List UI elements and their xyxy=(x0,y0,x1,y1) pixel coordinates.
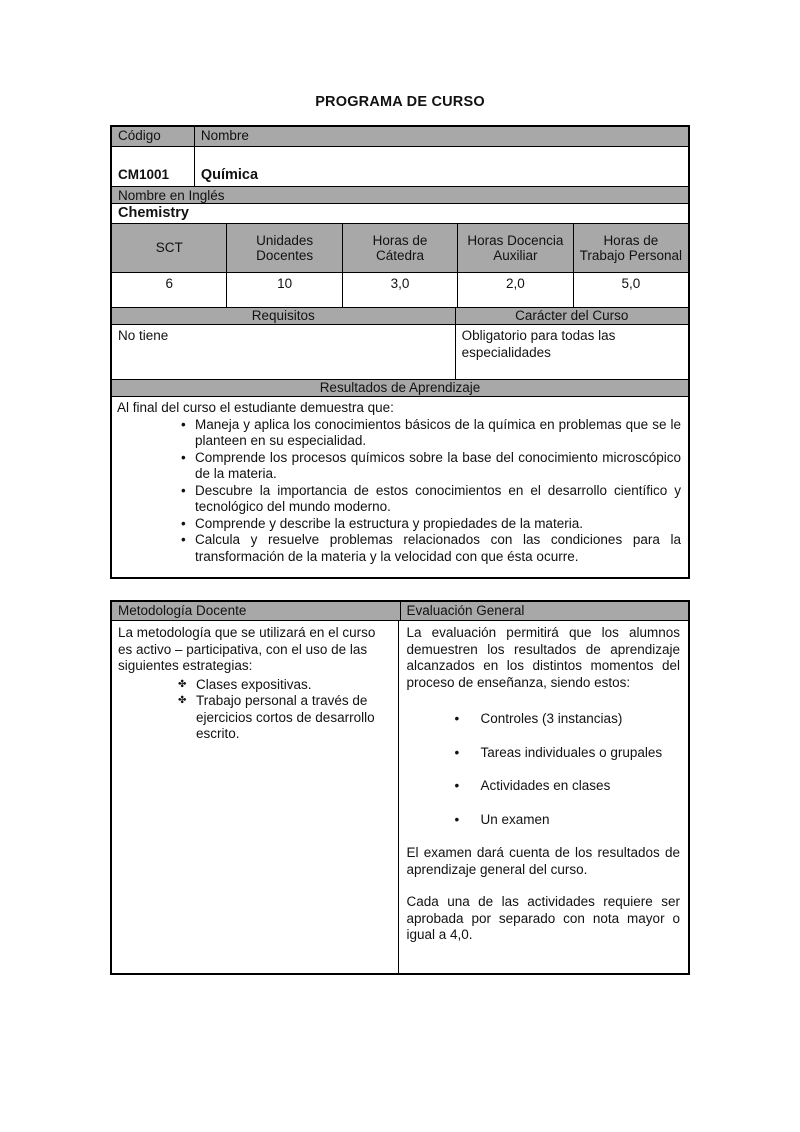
list-item: ✤ Clases expositivas. xyxy=(178,676,312,692)
sct-header: SCT xyxy=(112,224,226,272)
sct-value: 6 xyxy=(165,276,173,291)
bullet-icon: • xyxy=(181,416,186,432)
resultados-intro: Al final del curso el estudiante demuestra que: xyxy=(117,400,394,415)
horas-catedra-value: 3,0 xyxy=(342,273,457,307)
evaluacion-content xyxy=(398,621,689,973)
list-item: • Comprende y describe la estructura y propiedades de la materia. xyxy=(181,515,583,531)
credits-header-row xyxy=(112,223,688,272)
horas-trabajo-value: 5,0 xyxy=(573,273,688,307)
list-item: • Un examen xyxy=(454,811,550,827)
metodologia-intro: La metodología que se utilizará en el curso es activo – participativa, con el uso de las siguientes estrategias: xyxy=(118,625,376,673)
requisitos-caracter-value-row xyxy=(112,324,688,379)
caracter-header: Carácter del Curso xyxy=(455,308,688,324)
bullet-icon: • xyxy=(454,778,460,793)
list-item: • Tareas individuales o grupales xyxy=(454,744,663,760)
metodologia-content xyxy=(112,621,398,973)
bullet-icon: • xyxy=(454,711,460,726)
evaluacion-paragraph: El examen dará cuenta de los resultados de aprendizaje general del curso. xyxy=(406,845,680,877)
bullet-icon: • xyxy=(454,744,460,760)
unidades-docentes-value: 10 xyxy=(226,273,341,307)
horas-catedra-header: Horas de Cátedra xyxy=(342,224,457,272)
evaluacion-header: Evaluación General xyxy=(400,602,689,620)
evaluacion-bullet-list xyxy=(407,711,681,828)
metodologia-bullet-list xyxy=(118,677,392,743)
list-item: • Controles (3 instancias) xyxy=(454,711,623,726)
unidades-docentes-header: Unidades Docentes xyxy=(226,224,341,272)
methodology-evaluation-content-row xyxy=(112,620,688,973)
methodology-evaluation-table xyxy=(110,600,690,975)
methodology-evaluation-header-row xyxy=(112,602,688,620)
club-bullet-icon: ✤ xyxy=(178,678,187,690)
list-item: • Maneja y aplica los conocimientos básicos de la química en problemas que se le planteen en su especialidad. xyxy=(181,416,681,448)
resultados-header-row xyxy=(112,379,688,396)
requisitos-header: Requisitos xyxy=(112,308,455,324)
bullet-icon: • xyxy=(181,515,186,531)
horas-docencia-value: 2,0 xyxy=(457,273,572,307)
club-bullet-icon: ✤ xyxy=(178,695,187,706)
metodologia-header: Metodología Docente xyxy=(112,602,400,620)
code-name-value-row xyxy=(112,146,688,186)
nombre-header: Nombre xyxy=(194,127,688,146)
caracter-value: Obligatorio para todas las especialidades xyxy=(455,325,688,379)
english-name-header-row xyxy=(112,186,688,203)
bullet-icon: • xyxy=(454,811,460,827)
resultados-content xyxy=(112,397,688,577)
resultados-header: Resultados de Aprendizaje xyxy=(112,380,688,396)
credits-value-row xyxy=(112,272,688,307)
horas-docencia-header: Horas Docencia Auxiliar xyxy=(457,224,572,272)
list-item: • Descubre la importancia de estos conocimientos en el desarrollo científico y tecnológico del mundo moderno. xyxy=(181,482,681,514)
list-item: • Calcula y resuelve problemas relacionados con las condiciones para la transformación de la materia y la velocidad con que ésta ocurre. xyxy=(181,532,681,564)
resultados-bullet-list xyxy=(117,417,683,566)
horas-trabajo-header: Horas de Trabajo Personal xyxy=(573,224,688,272)
list-item: • Comprende los procesos químicos sobre la base del conocimiento microscópico de la materia. xyxy=(181,449,681,481)
nombre-value: Química xyxy=(194,147,688,186)
codigo-value: CM1001 xyxy=(118,166,170,182)
list-item: • Actividades en clases xyxy=(454,778,611,793)
nombre-ingles-header: Nombre en Inglés xyxy=(112,187,688,203)
english-name-value-row xyxy=(112,203,688,223)
evaluacion-paragraph: Cada una de las actividades requiere ser aprobada por separado con nota mayor o igual a 4,0. xyxy=(406,894,680,942)
evaluacion-intro: La evaluación permitirá que los alumnos demuestren los resultados de aprendizaje alcanzados en los distintos momentos del proceso de enseñanza, siendo estos: xyxy=(406,625,680,690)
code-name-header-row xyxy=(112,127,688,146)
page-title: PROGRAMA DE CURSO xyxy=(315,94,485,110)
requisitos-value: No tiene xyxy=(118,328,169,343)
bullet-icon: • xyxy=(181,532,186,547)
bullet-icon: • xyxy=(181,482,186,498)
list-item: ✤ Trabajo personal a través de ejercicios cortos de desarrollo escrito. xyxy=(178,693,375,741)
course-info-table xyxy=(110,125,690,579)
bullet-icon: • xyxy=(181,449,186,465)
nombre-ingles-value: Chemistry xyxy=(118,205,189,221)
requisitos-caracter-header-row xyxy=(112,307,688,324)
codigo-header: Código xyxy=(112,127,194,146)
resultados-content-row xyxy=(112,396,688,577)
